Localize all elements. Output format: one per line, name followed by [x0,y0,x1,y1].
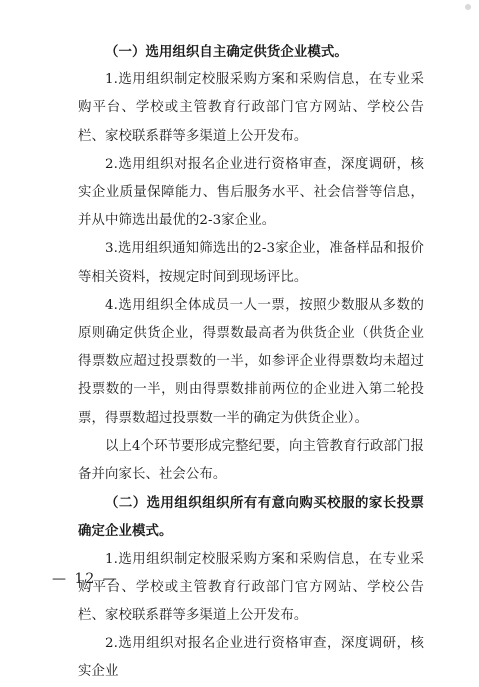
paragraph-1-3: 3.选用组织通知筛选出的2-3家企业，准备样品和报价等相关资料，按规定时间到现场评比。 [78,241,424,285]
paragraph-1-1: 1.选用组织制定校服采购方案和采购信息，在专业采购平台、学校或主管教育行政部门官方网站、学校公告栏、家校联系群等多渠道上公开发布。 [78,72,424,144]
section-heading-1: （一）选用组织自主确定供货企业模式。 [105,44,348,60]
page-number: — 12 — [52,571,119,587]
section-heading-2: （二）选用组织组织所有有意向购买校服的家长投票确定企业模式。 [78,495,424,540]
paragraph-1-4: 4.选用组织全体成员一人一票，按照少数服从多数的原则确定供货企业，得票数最高者为供货企业（供货企业得票数应超过投票数的一半，如参评企业得票数均未超过投票数的一半，则由得票数排前两位的企业进入第二轮投票，得票数超过投票数一半的确定为供货企业）。 [78,297,424,426]
document-body [78,38,424,687]
paragraph-2-1: 1.选用组织制定校服采购方案和采购信息，在专业采购平台、学校或主管教育行政部门官方网站、学校公告栏、家校联系群等多渠道上公开发布。 [78,551,424,624]
scan-mark [465,4,471,10]
paragraph-2-2: 2.选用组织对报名企业进行资格审查，深度调研，核实企业 [78,636,424,680]
paragraph-1-2: 2.选用组织对报名企业进行资格审查，深度调研，核实企业质量保障能力、售后服务水平、社会信誉等信息，并从中筛选出最优的2-3家企业。 [78,156,424,229]
paragraph-1-summary: 以上4个环节要形成完整纪要，向主管教育行政部门报备并向家长、社会公布。 [78,438,424,483]
